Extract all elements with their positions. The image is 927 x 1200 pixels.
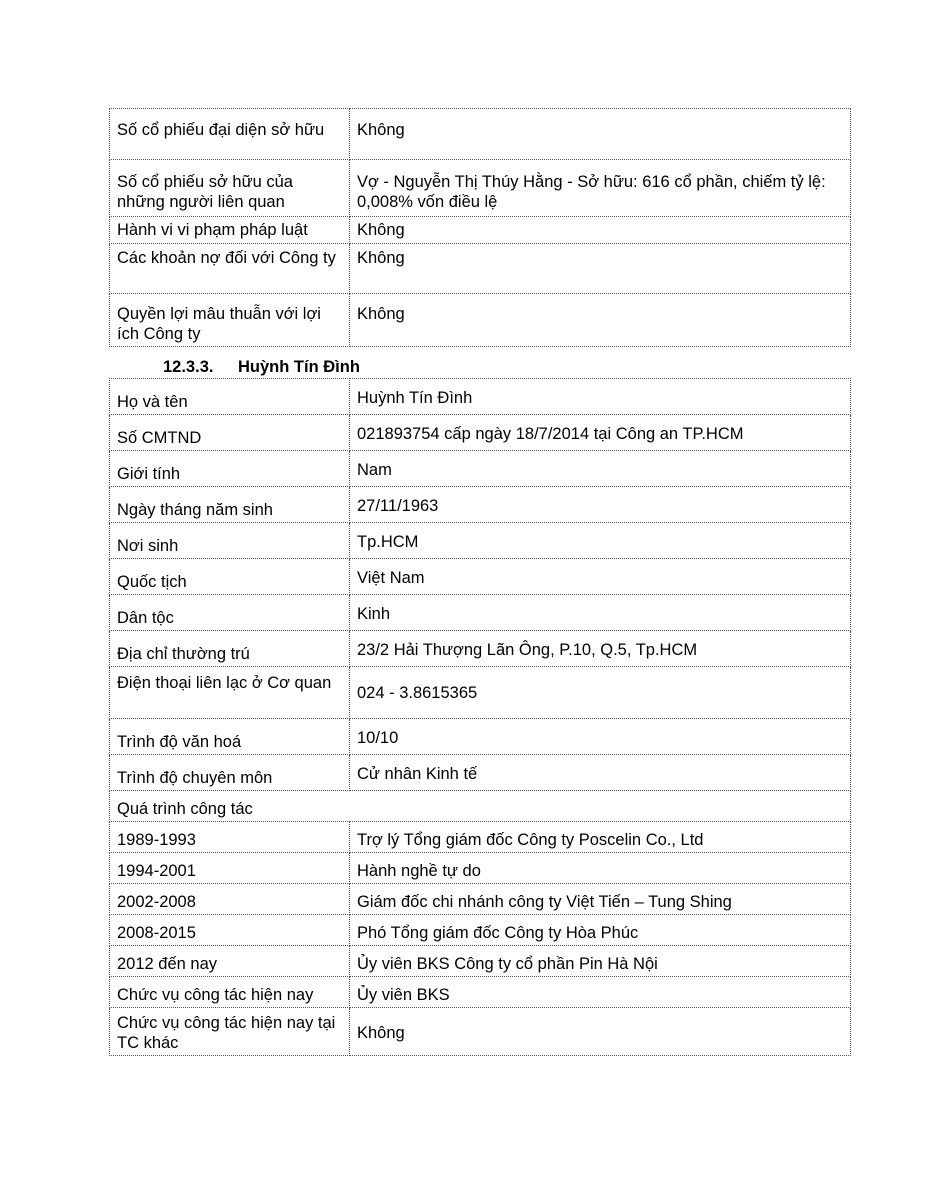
table-row bbox=[110, 487, 851, 523]
row-value: Việt Nam bbox=[350, 559, 851, 595]
row-label: Số CMTND bbox=[110, 415, 350, 451]
table-row bbox=[110, 523, 851, 559]
work-period: 2002-2008 bbox=[110, 884, 350, 915]
row-value: Không bbox=[350, 294, 851, 347]
table-row bbox=[110, 667, 851, 719]
work-period: 2008-2015 bbox=[110, 915, 350, 946]
row-label: Trình độ chuyên môn bbox=[110, 755, 350, 791]
table-row bbox=[110, 791, 851, 822]
table-row bbox=[110, 294, 851, 347]
row-value: Nam bbox=[350, 451, 851, 487]
row-label: Giới tính bbox=[110, 451, 350, 487]
row-label: Địa chỉ thường trú bbox=[110, 631, 350, 667]
work-period: 2012 đến nay bbox=[110, 946, 350, 977]
row-label: Hành vi vi phạm pháp luật bbox=[110, 217, 350, 244]
table-row bbox=[110, 631, 851, 667]
row-value: 021893754 cấp ngày 18/7/2014 tại Công an TP.HCM bbox=[350, 415, 851, 451]
table-row bbox=[110, 1008, 851, 1056]
row-label: Số cổ phiếu đại diện sở hữu bbox=[110, 109, 350, 160]
row-value: Ủy viên BKS bbox=[350, 977, 851, 1008]
row-value: Không bbox=[350, 244, 851, 294]
table-row bbox=[110, 595, 851, 631]
work-history-heading: Quá trình công tác bbox=[110, 791, 851, 822]
row-value: 23/2 Hải Thượng Lãn Ông, P.10, Q.5, Tp.HCM bbox=[350, 631, 851, 667]
row-value: Không bbox=[350, 1008, 851, 1056]
work-description: Trợ lý Tổng giám đốc Công ty Poscelin Co., Ltd bbox=[350, 822, 851, 853]
table-row bbox=[110, 160, 851, 217]
table-row bbox=[110, 109, 851, 160]
row-label: Quyền lợi mâu thuẫn với lợi ích Công ty bbox=[110, 294, 350, 347]
work-period: 1994-2001 bbox=[110, 853, 350, 884]
table-row bbox=[110, 415, 851, 451]
row-label: Nơi sinh bbox=[110, 523, 350, 559]
section-heading bbox=[163, 357, 360, 377]
work-description: Giám đốc chi nhánh công ty Việt Tiến – Tung Shing bbox=[350, 884, 851, 915]
row-label: Họ và tên bbox=[110, 379, 350, 415]
table-row bbox=[110, 379, 851, 415]
table-row bbox=[110, 244, 851, 294]
work-description: Ủy viên BKS Công ty cổ phần Pin Hà Nội bbox=[350, 946, 851, 977]
row-value: 10/10 bbox=[350, 719, 851, 755]
section-title: Huỳnh Tín Đình bbox=[238, 358, 360, 376]
table-row bbox=[110, 559, 851, 595]
work-period: 1989-1993 bbox=[110, 822, 350, 853]
table-row bbox=[110, 822, 851, 853]
row-value: Không bbox=[350, 217, 851, 244]
row-value: Không bbox=[350, 109, 851, 160]
row-value: Cử nhân Kinh tế bbox=[350, 755, 851, 791]
row-value: Huỳnh Tín Đình bbox=[350, 379, 851, 415]
table-row bbox=[110, 719, 851, 755]
table-row bbox=[110, 977, 851, 1008]
row-label: Dân tộc bbox=[110, 595, 350, 631]
row-value: Tp.HCM bbox=[350, 523, 851, 559]
table-row bbox=[110, 451, 851, 487]
table-row bbox=[110, 884, 851, 915]
table-row bbox=[110, 946, 851, 977]
row-value: Vợ - Nguyễn Thị Thúy Hằng - Sở hữu: 616 cổ phần, chiếm tỷ lệ: 0,008% vốn điều lệ bbox=[350, 160, 851, 217]
row-label: Số cổ phiếu sở hữu của những người liên quan bbox=[110, 160, 350, 217]
row-value: 024 - 3.8615365 bbox=[350, 667, 851, 719]
row-label: Chức vụ công tác hiện nay bbox=[110, 977, 350, 1008]
row-label: Ngày tháng năm sinh bbox=[110, 487, 350, 523]
row-label: Điện thoại liên lạc ở Cơ quan bbox=[110, 667, 350, 719]
row-label: Chức vụ công tác hiện nay tại TC khác bbox=[110, 1008, 350, 1056]
table-row bbox=[110, 755, 851, 791]
table-row bbox=[110, 853, 851, 884]
row-value: Kinh bbox=[350, 595, 851, 631]
shareholding-table bbox=[109, 108, 851, 347]
section-number: 12.3.3. bbox=[163, 358, 214, 376]
work-description: Phó Tổng giám đốc Công ty Hòa Phúc bbox=[350, 915, 851, 946]
row-label: Trình độ văn hoá bbox=[110, 719, 350, 755]
profile-table bbox=[109, 378, 851, 1056]
row-label: Quốc tịch bbox=[110, 559, 350, 595]
table-row bbox=[110, 217, 851, 244]
table-row bbox=[110, 915, 851, 946]
row-label: Các khoản nợ đối với Công ty bbox=[110, 244, 350, 294]
work-description: Hành nghề tự do bbox=[350, 853, 851, 884]
row-value: 27/11/1963 bbox=[350, 487, 851, 523]
